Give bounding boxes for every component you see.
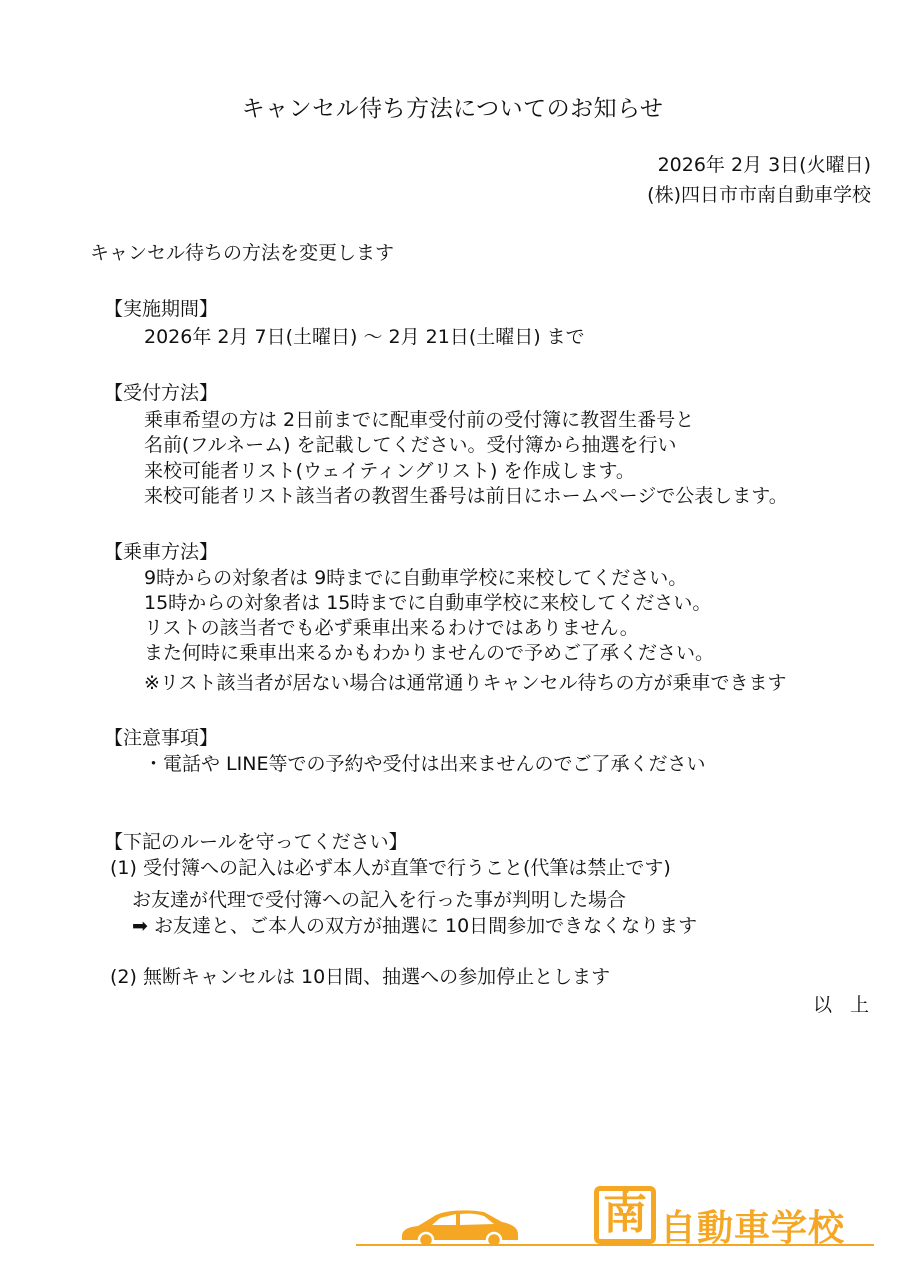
boarding-line: 15時からの対象者は 15時までに自動車学校に来校してください。 <box>144 592 712 614</box>
notice-title: キャンセル待ち方法についてのお知らせ <box>241 96 664 122</box>
boarding-line: リストの該当者でも必ず乗車出来るわけではありません。 <box>144 617 639 639</box>
boarding-note: ※リスト該当者が居ない場合は通常通りキャンセル待ちの方が乗車できます <box>144 672 787 694</box>
rule-1-consequence: ➡ お友達と、ご本人の双方が抽選に 10日間参加できなくなります <box>132 915 698 937</box>
rule-1-detail: お友達が代理で受付簿への記入を行った事が判明した場合 <box>132 889 627 911</box>
notice-date: 2026年 2月 3日(火曜日) <box>657 154 871 176</box>
company-name: (株)四日市市南自動車学校 <box>647 184 871 206</box>
reception-line: 来校可能者リスト(ウェイティングリスト) を作成します。 <box>144 460 635 482</box>
intro-text: キャンセル待ちの方法を変更します <box>90 242 395 264</box>
logo-text: 自動車学校 <box>660 1208 846 1249</box>
reception-line: 来校可能者リスト該当者の教習生番号は前日にホームページで公表します。 <box>144 485 788 507</box>
rule-2: (2) 無断キャンセルは 10日間、抽選への参加停止とします <box>110 966 611 988</box>
reception-heading: 【受付方法】 <box>104 382 219 404</box>
reception-line: 名前(フルネーム) を記載してください。受付簿から抽選を行い <box>144 434 677 456</box>
reception-line: 乗車希望の方は 2日前までに配車受付前の受付簿に教習生番号と <box>144 409 695 431</box>
period-line: 2026年 2月 7日(土曜日) ～ 2月 21日(土曜日) まで <box>144 326 585 348</box>
rule-1: (1) 受付簿への記入は必ず本人が直筆で行うこと(代筆は禁止です) <box>110 857 671 879</box>
notes-heading: 【注意事項】 <box>104 727 219 749</box>
boarding-line: また何時に乗車出来るかもわかりませんので予めご了承ください。 <box>144 642 715 664</box>
car-icon <box>398 1206 522 1248</box>
boarding-line: 9時からの対象者は 9時までに自動車学校に来校してください。 <box>144 567 688 589</box>
period-heading: 【実施期間】 <box>104 298 219 320</box>
logo-mark: 南 <box>594 1186 656 1244</box>
rules-heading: 【下記のルールを守ってください】 <box>104 831 408 853</box>
boarding-heading: 【乗車方法】 <box>104 541 219 563</box>
notes-line: ・電話や LINE等での予約や受付は出来ませんのでご了承ください <box>144 753 706 775</box>
closing-text: 以上 <box>812 994 887 1016</box>
